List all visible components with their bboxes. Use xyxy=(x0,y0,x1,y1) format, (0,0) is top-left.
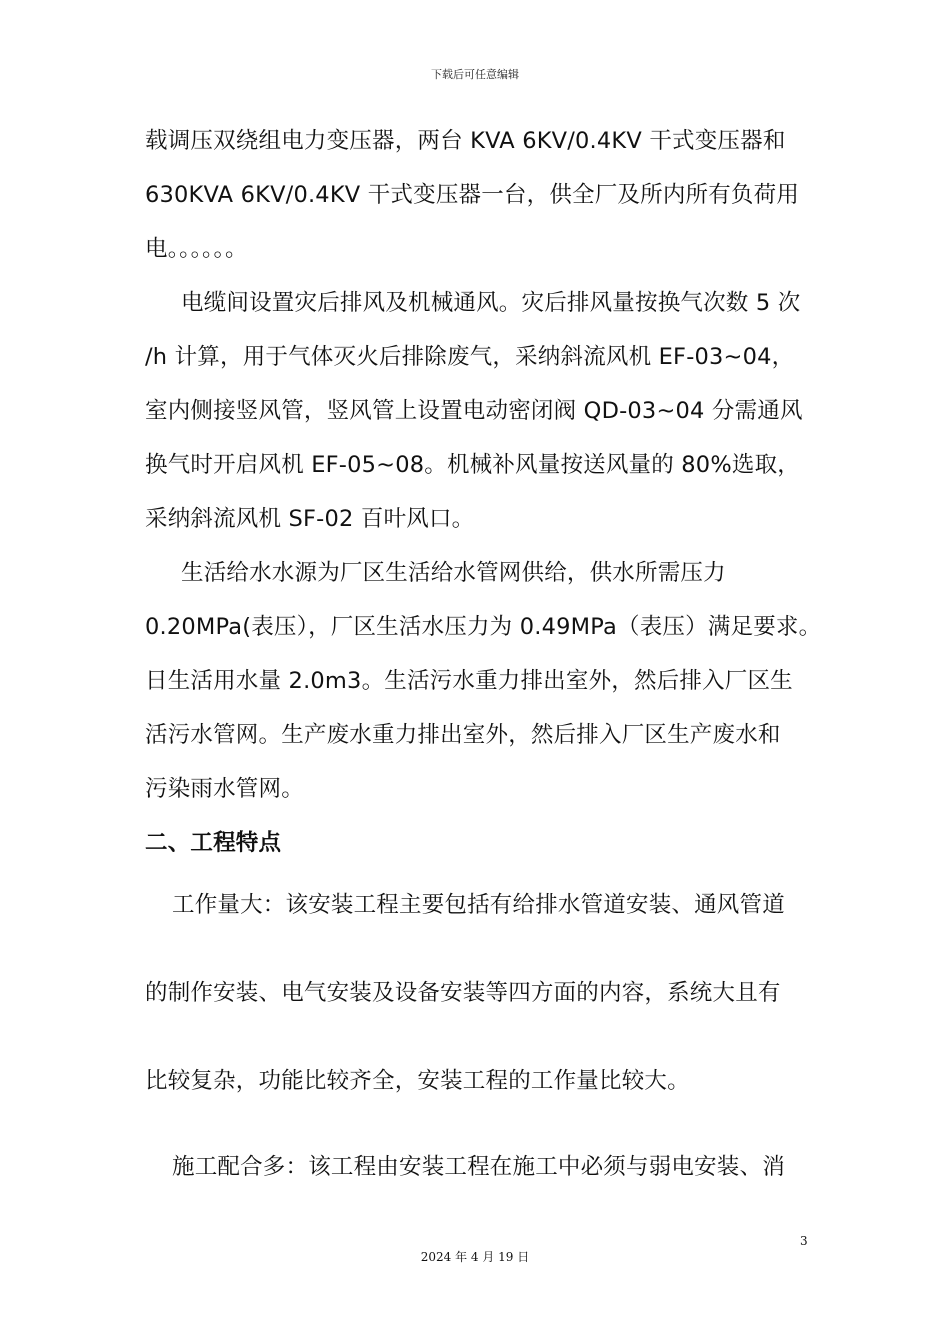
body-line: 载调压双绕组电力变压器，两台 KVA 6KV/0.4KV 干式变压器和 xyxy=(145,128,786,154)
body-line: /h 计算，用于气体灭火后排除废气，采纳斜流风机 EF-03~04， xyxy=(145,344,795,370)
body-line: 换气时开启风机 EF-05~08。机械补风量按送风量的 80%选取， xyxy=(145,452,801,478)
paragraph-start-line: 施工配合多：该工程由安装工程在施工中必须与弱电安装、消 xyxy=(172,1154,785,1180)
page-number: 3 xyxy=(800,1234,808,1248)
paragraph-start-line: 工作量大：该安装工程主要包括有给排水管道安装、通风管道 xyxy=(172,892,785,918)
body-line: 污染雨水管网。 xyxy=(145,776,304,802)
body-line: 活污水管网。生产废水重力排出室外，然后排入厂区生产废水和 xyxy=(145,722,781,748)
paragraph-start-line: 电缆间设置灾后排风及机械通风。灾后排风量按换气次数 5 次 xyxy=(181,290,801,316)
body-line: 630KVA 6KV/0.4KV 干式变压器一台，供全厂及所内所有负荷用 xyxy=(145,182,800,208)
body-line: 的制作安装、电气安装及设备安装等四方面的内容，系统大且有 xyxy=(145,980,781,1006)
body-line: 比较复杂，功能比较齐全，安装工程的工作量比较大。 xyxy=(145,1068,690,1094)
paragraph-start-line: 生活给水水源为厂区生活给水管网供给，供水所需压力 xyxy=(181,560,726,586)
body-line: 日生活用水量 2.0m3。生活污水重力排出室外，然后排入厂区生 xyxy=(145,668,793,694)
body-line: 0.20MPa(表压），厂区生活水压力为 0.49MPa（表压）满足要求。 xyxy=(145,614,822,640)
body-line: 室内侧接竖风管，竖风管上设置电动密闭阀 QD-03~04 分需通风 xyxy=(145,398,803,424)
body-line: 采纳斜流风机 SF-02 百叶风口。 xyxy=(145,506,475,532)
page-header: 下载后可任意编辑 xyxy=(431,68,519,81)
body-line: 电。。。。。。 xyxy=(145,236,248,262)
section-heading: 二、工程特点 xyxy=(145,830,282,856)
footer-date: 2024 年 4 月 19 日 xyxy=(420,1250,530,1264)
